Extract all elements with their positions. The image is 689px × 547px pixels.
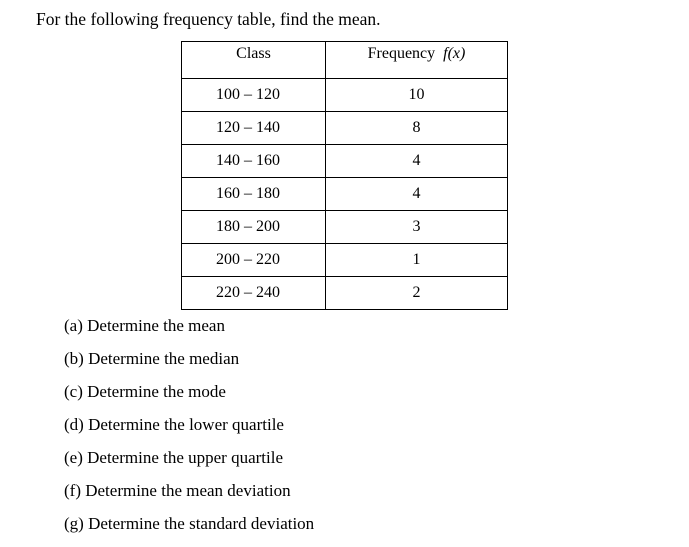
frequency-cell: 3	[326, 211, 508, 244]
frequency-column-header	[326, 42, 508, 79]
table-row	[182, 244, 508, 277]
frequency-function-label: f(x)	[443, 45, 466, 62]
question-item-d: (d) Determine the lower quartile	[64, 415, 284, 434]
table-row	[182, 145, 508, 178]
class-cell: 220 – 240	[182, 277, 326, 310]
class-cell: 160 – 180	[182, 178, 326, 211]
class-cell: 140 – 160	[182, 145, 326, 178]
question-list	[64, 316, 314, 547]
frequency-cell: 2	[326, 277, 508, 310]
frequency-cell: 8	[326, 112, 508, 145]
question-item-g: (g) Determine the standard deviation	[64, 514, 315, 533]
frequency-cell: 1	[326, 244, 508, 277]
table-row	[182, 211, 508, 244]
question-item-f: (f) Determine the mean deviation	[64, 481, 291, 500]
table-row	[182, 112, 508, 145]
frequency-cell: 4	[326, 178, 508, 211]
table-row	[182, 79, 508, 112]
class-cell: 120 – 140	[182, 112, 326, 145]
frequency-table	[181, 41, 508, 310]
frequency-cell: 4	[326, 145, 508, 178]
question-item-c: (c) Determine the mode	[64, 382, 226, 401]
question-item-b: (b) Determine the median	[64, 349, 240, 368]
frequency-cell: 10	[326, 79, 508, 112]
class-cell: 100 – 120	[182, 79, 326, 112]
problem-heading: For the following frequency table, find the mean.	[36, 9, 381, 29]
table-row	[182, 178, 508, 211]
question-item-a: (a) Determine the mean	[64, 316, 225, 335]
class-column-header: Class	[182, 42, 326, 79]
table-header-row	[182, 42, 508, 79]
table-row	[182, 277, 508, 310]
question-item-e: (e) Determine the upper quartile	[64, 448, 284, 467]
class-cell: 200 – 220	[182, 244, 326, 277]
frequency-header-label: Frequency	[367, 45, 436, 62]
class-cell: 180 – 200	[182, 211, 326, 244]
